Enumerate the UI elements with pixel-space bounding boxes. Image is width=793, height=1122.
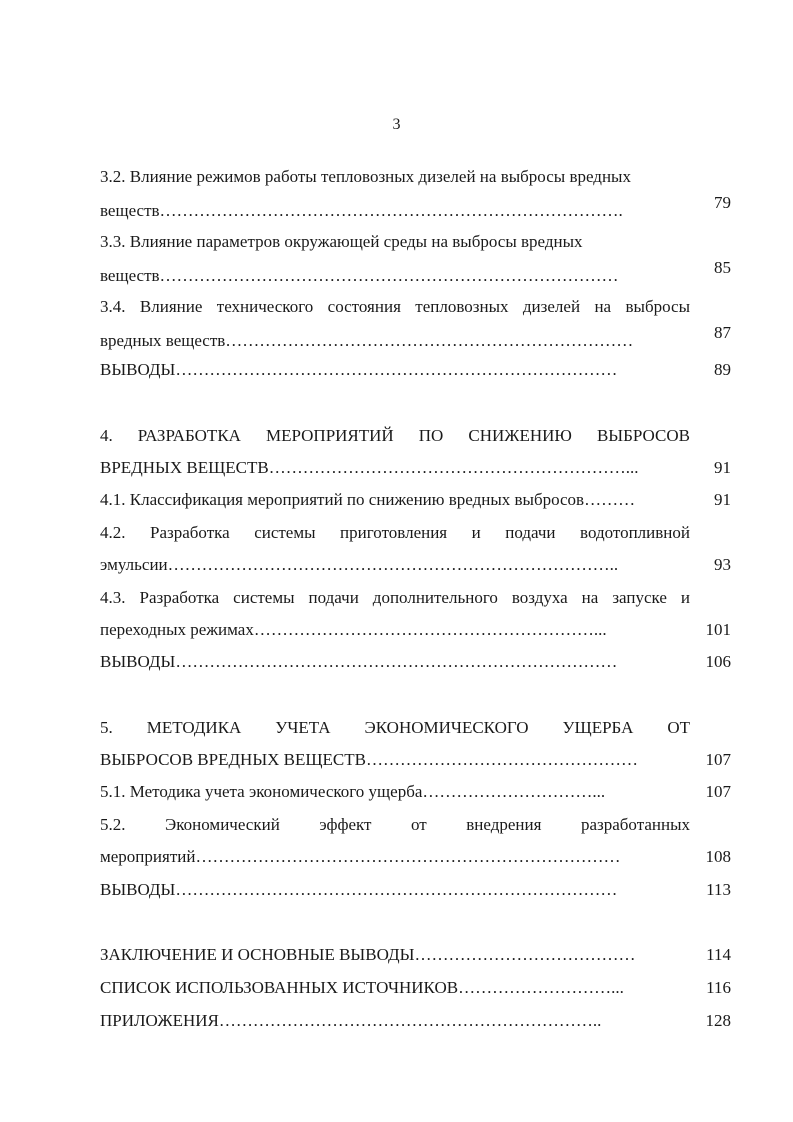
toc-3-4-page: 87 (714, 323, 731, 342)
toc-5-page: 107 (705, 750, 731, 769)
toc-3-3-page: 85 (714, 258, 731, 277)
toc-conclusion-page: 114 (706, 945, 731, 964)
toc-conclusion: ЗАКЛЮЧЕНИЕ И ОСНОВНЫЕ ВЫВОДЫ………………………………… (100, 945, 636, 964)
toc-4-1-line1: 4.1. Классификация мероприятий по снижению вредных выбросов……… (100, 490, 636, 509)
toc-4-conclusions-page: 106 (705, 652, 731, 671)
toc-3-3-line1: 3.3. Влияние параметров окружающей среды на выбросы вредных (100, 232, 583, 251)
toc-5-2-page: 108 (705, 847, 731, 866)
toc-4-3-line2: переходных режимах……………………………………………………... (100, 620, 607, 639)
toc-4-line1: 4. РАЗРАБОТКА МЕРОПРИЯТИЙ ПО СНИЖЕНИЮ ВЫБРОСОВ (100, 426, 690, 445)
toc-5-1-line1: 5.1. Методика учета экономического ущерба…………………………... (100, 782, 606, 801)
toc-3-4-line2: вредных веществ……………………………………………………………… (100, 331, 634, 350)
toc-4-2-line1: 4.2. Разработка системы приготовления и подачи водотопливной (100, 523, 690, 542)
toc-4-page: 91 (714, 458, 731, 477)
toc-5-conclusions: ВЫВОДЫ…………………………………………………………………… (100, 880, 618, 899)
toc-4-2-line2: эмульсии…………………………………………………………………….. (100, 555, 619, 574)
toc-3-conclusions-page: 89 (714, 360, 731, 379)
toc-references-page: 116 (706, 978, 731, 997)
toc-3-2-page: 79 (714, 193, 731, 212)
toc-5-conclusions-page: 113 (706, 880, 731, 899)
toc-4-conclusions: ВЫВОДЫ…………………………………………………………………… (100, 652, 618, 671)
toc-4-1-page: 91 (714, 490, 731, 509)
toc-4-3-page: 101 (705, 620, 731, 639)
toc-5-line2: ВЫБРОСОВ ВРЕДНЫХ ВЕЩЕСТВ………………………………………… (100, 750, 638, 769)
toc-5-line1: 5. МЕТОДИКА УЧЕТА ЭКОНОМИЧЕСКОГО УЩЕРБА ОТ (100, 718, 690, 737)
toc-appendices-page: 128 (705, 1011, 731, 1030)
toc-5-2-line1: 5.2. Экономический эффект от внедрения разработанных (100, 815, 690, 834)
toc-3-3-line2: веществ……………………………………………………………………… (100, 266, 619, 285)
toc-4-3-line1: 4.3. Разработка системы подачи дополнительного воздуха на запуске и (100, 588, 690, 607)
toc-4-line2: ВРЕДНЫХ ВЕЩЕСТВ………………………………………………………... (100, 458, 639, 477)
toc-3-4-line1: 3.4. Влияние технического состояния тепловозных дизелей на выбросы (100, 297, 690, 316)
toc-4-2-page: 93 (714, 555, 731, 574)
toc-appendices: ПРИЛОЖЕНИЯ………………………………………………………….. (100, 1011, 602, 1030)
toc-3-2-line1: 3.2. Влияние режимов работы тепловозных дизелей на выбросы вредных (100, 167, 631, 186)
toc-references: СПИСОК ИСПОЛЬЗОВАННЫХ ИСТОЧНИКОВ………………………... (100, 978, 624, 997)
toc-5-2-line2: мероприятий………………………………………………………………… (100, 847, 621, 866)
page-number: 3 (392, 116, 401, 133)
toc-5-1-page: 107 (705, 782, 731, 801)
toc-3-conclusions: ВЫВОДЫ…………………………………………………………………… (100, 360, 618, 379)
toc-3-2-line2: веществ………………………………………………………………………. (100, 201, 623, 220)
